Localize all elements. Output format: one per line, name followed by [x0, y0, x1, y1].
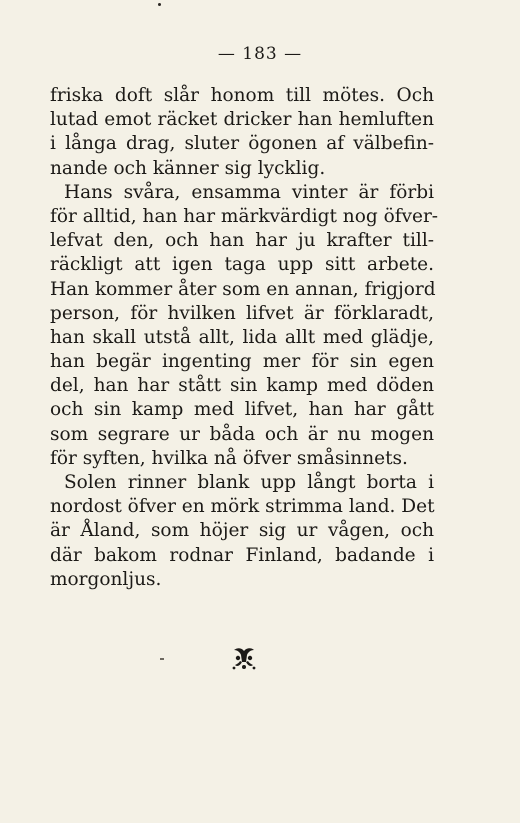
text-line: som segrare ur båda och är nu mogen: [50, 423, 434, 445]
text-line: nordost öfver en mörk strimma land. Det: [50, 496, 435, 518]
text-line: Solen rinner blank upp långt borta i: [64, 472, 434, 493]
text-line: för alltid, han har märkvärdigt nog öfver-: [50, 205, 439, 227]
fleuron-ornament-icon: [230, 644, 258, 672]
ink-speck: [160, 658, 164, 660]
text-line: del, han har stått sin kamp med döden: [50, 375, 434, 397]
text-line: räckligt att igen taga upp sitt arbete.: [50, 254, 434, 276]
text-line: han begär ingenting mer för sin egen: [50, 351, 434, 373]
text-line: morgonljus.: [50, 568, 162, 590]
text-line: han skall utstå allt, lida allt med glädje,: [50, 326, 434, 348]
text-line: lefvat den, och han har ju krafter till-: [50, 230, 434, 252]
text-line: där bakom rodnar Finland, badande i: [50, 544, 434, 566]
text-line: är Åland, som höjer sig ur vågen, och: [50, 520, 434, 542]
text-line: och sin kamp med lifvet, han har gått: [50, 399, 434, 421]
text-line: person, för hvilken lifvet är förklaradt,: [50, 302, 434, 324]
text-line: Hans svåra, ensamma vinter är förbi: [64, 181, 434, 203]
body-text: [50, 84, 439, 592]
ink-speck: [158, 3, 161, 6]
text-line: nande och känner sig lycklig.: [50, 157, 326, 179]
text-line: i långa drag, sluter ögonen af välbefin-: [50, 133, 434, 155]
text-line: lutad emot räcket dricker han hemluften: [50, 109, 434, 131]
text-line: friska doft slår honom till mötes. Och: [50, 85, 434, 106]
page-number: — 183 —: [217, 44, 303, 64]
text-line: för syften, hvilka nå öfver småsinnets.: [50, 447, 408, 469]
text-line: Han kommer åter som en annan, frigjord: [50, 278, 436, 300]
